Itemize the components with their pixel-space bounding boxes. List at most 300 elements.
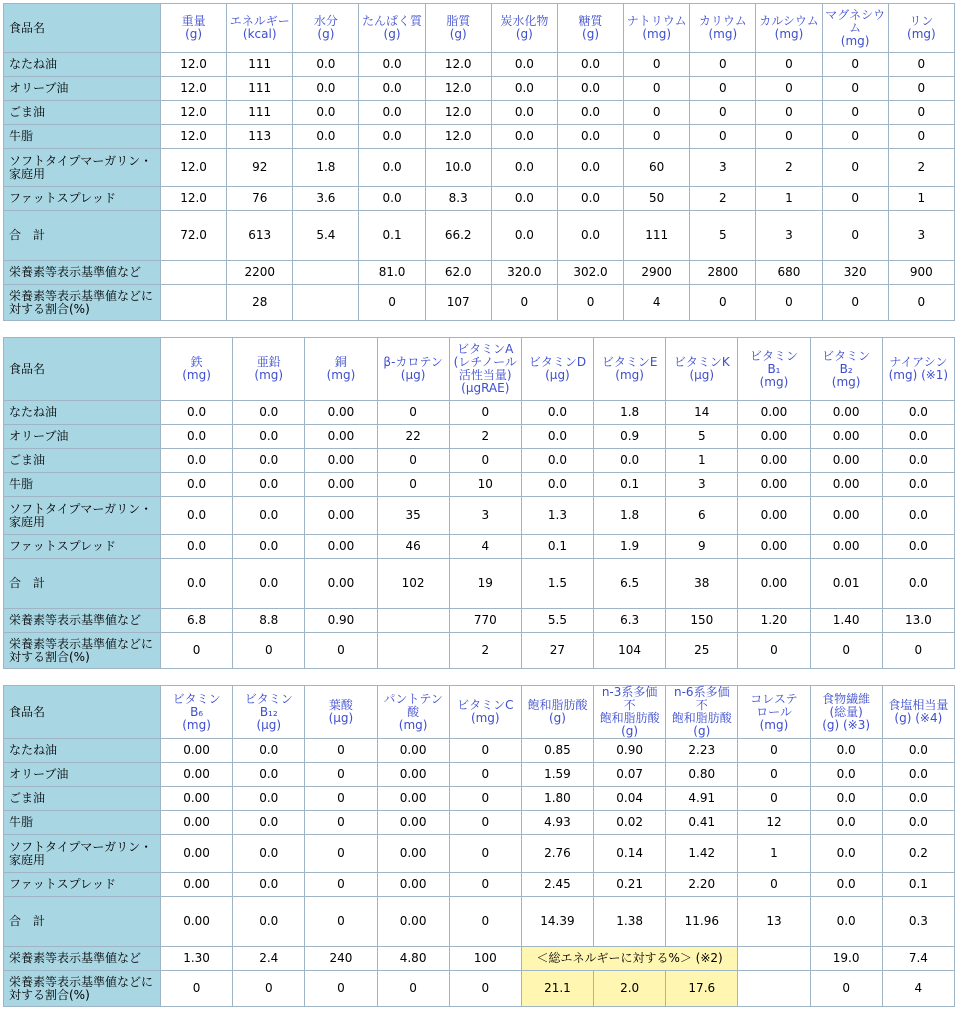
table-cell: 0	[888, 125, 954, 149]
table-cell: 0	[822, 285, 888, 321]
table-cell: 0.00	[305, 497, 377, 535]
table-cell: 0.0	[359, 187, 425, 211]
food-name: ごま油	[4, 449, 161, 473]
table-cell: 0.0	[810, 811, 882, 835]
table-cell: 0.0	[359, 125, 425, 149]
table-cell: 0.00	[810, 497, 882, 535]
table-cell: 0.0	[810, 873, 882, 897]
table-cell: 0.00	[305, 449, 377, 473]
table-cell: 12.0	[161, 101, 227, 125]
table-cell: 0.00	[738, 425, 810, 449]
table-cell: 0	[738, 787, 810, 811]
table-cell: 6.5	[594, 559, 666, 609]
table-cell: 2	[449, 633, 521, 669]
table-cell: 0.0	[161, 449, 233, 473]
col-header: 銅 (mg)	[305, 338, 377, 401]
table-cell: 0	[449, 897, 521, 947]
table-cell: 0.0	[810, 835, 882, 873]
table-row	[4, 125, 955, 149]
table-cell: 100	[449, 947, 521, 971]
table-cell: 72.0	[161, 211, 227, 261]
table-cell: 1.38	[594, 897, 666, 947]
table-cell: 0	[882, 633, 954, 669]
table-cell: 0.0	[521, 473, 593, 497]
food-name: オリーブ油	[4, 77, 161, 101]
table-cell: 0.00	[377, 873, 449, 897]
table-cell: 0.00	[738, 449, 810, 473]
table-cell: 0	[690, 77, 756, 101]
energy-ratio-note: ＜総エネルギーに対する%＞ (※2)	[521, 947, 738, 971]
percentage-row	[4, 971, 955, 1007]
table-cell: 0.0	[491, 149, 557, 187]
table-row	[4, 211, 955, 261]
table-cell: 0.01	[810, 559, 882, 609]
table-cell: 8.3	[425, 187, 491, 211]
table-cell: 0	[756, 125, 822, 149]
table-cell: 13.0	[882, 609, 954, 633]
table-cell: 0	[377, 449, 449, 473]
table-cell: 150	[666, 609, 738, 633]
table-cell: 0.2	[882, 835, 954, 873]
col-header: 脂質 (g)	[425, 4, 491, 53]
table-cell: 0.00	[377, 811, 449, 835]
table-cell: 0.0	[161, 473, 233, 497]
food-name: 栄養素等表示基準値などに対する割合(%)	[4, 285, 161, 321]
table-cell: 0	[359, 285, 425, 321]
table-cell: 3	[449, 497, 521, 535]
table-cell: 0	[449, 401, 521, 425]
table-cell: 113	[227, 125, 293, 149]
table-cell	[293, 285, 359, 321]
table-cell: 0	[822, 187, 888, 211]
table-cell: 0.00	[161, 787, 233, 811]
table-cell: 3.6	[293, 187, 359, 211]
table-cell: 0	[738, 763, 810, 787]
table-cell: 0	[233, 971, 305, 1007]
table-cell: 7.4	[882, 947, 954, 971]
col-header: ビタミン B₂ (mg)	[810, 338, 882, 401]
table-cell	[161, 285, 227, 321]
table-cell: 0.0	[882, 497, 954, 535]
col-header: n-6系多価不 飽和脂肪酸 (g)	[666, 686, 738, 739]
table-cell: 0.0	[233, 787, 305, 811]
table-cell: 1.42	[666, 835, 738, 873]
table-cell: 1.80	[521, 787, 593, 811]
table3-footer	[4, 947, 955, 1007]
food-name: ファットスプレッド	[4, 873, 161, 897]
table-row	[4, 77, 955, 101]
table-cell: 0.00	[161, 873, 233, 897]
table-row	[4, 559, 955, 609]
table-row	[4, 425, 955, 449]
table-cell: 12.0	[425, 53, 491, 77]
table-row	[4, 285, 955, 321]
table-cell: 0.00	[377, 763, 449, 787]
food-name: 栄養素等表示基準値など	[4, 947, 161, 971]
table-cell: 0.00	[810, 425, 882, 449]
table-cell: 2.23	[666, 739, 738, 763]
col-header: ビタミンK (μg)	[666, 338, 738, 401]
table-row	[4, 473, 955, 497]
table-cell: 0.00	[161, 811, 233, 835]
table-cell: 320.0	[491, 261, 557, 285]
table-cell: 0.0	[491, 187, 557, 211]
col-header: 亜鉛 (mg)	[233, 338, 305, 401]
table-cell: 10.0	[425, 149, 491, 187]
table-cell: 0.00	[305, 473, 377, 497]
table-cell: 0.00	[305, 535, 377, 559]
table-cell: 1.30	[161, 947, 233, 971]
table-cell: 0.00	[161, 763, 233, 787]
table-cell: 0.0	[161, 535, 233, 559]
food-name: オリーブ油	[4, 425, 161, 449]
table-cell: 0.0	[521, 401, 593, 425]
table-cell: 0	[888, 53, 954, 77]
table-cell: 0	[305, 835, 377, 873]
table-cell: 107	[425, 285, 491, 321]
table-cell: 0.0	[491, 77, 557, 101]
table-cell: 0.0	[521, 449, 593, 473]
table-cell: 0	[756, 53, 822, 77]
table-cell: 0	[756, 285, 822, 321]
table-cell: 0	[738, 633, 810, 669]
table-cell: 0.14	[594, 835, 666, 873]
table-row	[4, 149, 955, 187]
table-cell	[377, 633, 449, 669]
table-cell: 62.0	[425, 261, 491, 285]
table-cell: 0.02	[594, 811, 666, 835]
table-cell: 0.00	[738, 401, 810, 425]
food-name: 栄養素等表示基準値などに対する割合(%)	[4, 633, 161, 669]
table-cell: 0	[449, 873, 521, 897]
food-name: 栄養素等表示基準値など	[4, 261, 161, 285]
table-cell: 240	[305, 947, 377, 971]
table-cell: 0.0	[557, 125, 623, 149]
table-cell: 22	[377, 425, 449, 449]
table-row	[4, 787, 955, 811]
table-cell: 0.0	[882, 811, 954, 835]
table-cell: 613	[227, 211, 293, 261]
table-cell: 92	[227, 149, 293, 187]
table-cell: 2.4	[233, 947, 305, 971]
table-cell: 4.91	[666, 787, 738, 811]
table-cell: 0.00	[305, 425, 377, 449]
table-cell: 0	[449, 811, 521, 835]
table-cell: 0	[449, 835, 521, 873]
minerals-table	[3, 3, 955, 321]
table-cell: 1	[666, 449, 738, 473]
table-cell: 3	[666, 473, 738, 497]
table-row	[4, 53, 955, 77]
table-cell: 0	[449, 449, 521, 473]
table-cell: 2	[449, 425, 521, 449]
table-cell: 12	[738, 811, 810, 835]
table-cell: 60	[624, 149, 690, 187]
table-cell: 12.0	[161, 53, 227, 77]
table-cell: 0.04	[594, 787, 666, 811]
table-cell-highlight: 17.6	[666, 971, 738, 1007]
col-header: ナイアシン (mg) (※1)	[882, 338, 954, 401]
table-cell: 680	[756, 261, 822, 285]
table-cell: 111	[624, 211, 690, 261]
food-name: 牛脂	[4, 125, 161, 149]
table-cell: 0.0	[233, 739, 305, 763]
table-cell: 0.0	[359, 149, 425, 187]
table-cell: 2	[756, 149, 822, 187]
table-cell	[377, 609, 449, 633]
table-cell: 5.5	[521, 609, 593, 633]
table-cell: 0.21	[594, 873, 666, 897]
table-cell: 0.00	[305, 559, 377, 609]
table-cell: 0.0	[491, 53, 557, 77]
table-cell: 1.5	[521, 559, 593, 609]
table-cell: 3	[888, 211, 954, 261]
table-cell: 102	[377, 559, 449, 609]
table-cell: 0.0	[810, 787, 882, 811]
table-cell: 38	[666, 559, 738, 609]
table-cell: 1	[756, 187, 822, 211]
table-cell: 0	[756, 77, 822, 101]
table-cell: 10	[449, 473, 521, 497]
table-cell: 0	[305, 763, 377, 787]
table-cell: 2200	[227, 261, 293, 285]
table-cell: 0	[624, 53, 690, 77]
table-cell: 4.80	[377, 947, 449, 971]
table-cell: 0.0	[521, 425, 593, 449]
food-name-header: 食品名	[4, 686, 161, 739]
table-cell: 27	[521, 633, 593, 669]
col-header: ビタミン B₁ (mg)	[738, 338, 810, 401]
table-cell: 0.00	[377, 835, 449, 873]
table-row	[4, 763, 955, 787]
table-cell: 0.00	[738, 497, 810, 535]
table-cell: 2.76	[521, 835, 593, 873]
col-header: ビタミンD (μg)	[521, 338, 593, 401]
table-cell: 1.3	[521, 497, 593, 535]
table-cell: 0	[449, 739, 521, 763]
table-cell: 0	[449, 787, 521, 811]
col-header: ビタミンA (レチノール 活性当量) (μgRAE)	[449, 338, 521, 401]
table-cell: 4	[624, 285, 690, 321]
table-cell: 0.00	[161, 739, 233, 763]
table-cell: 1.9	[594, 535, 666, 559]
table-row	[4, 897, 955, 947]
table-cell: 900	[888, 261, 954, 285]
table-cell: 12.0	[425, 77, 491, 101]
table-cell: 0.0	[594, 449, 666, 473]
table-cell: 0	[161, 633, 233, 669]
table-cell: 0.0	[882, 559, 954, 609]
table-cell: 4.93	[521, 811, 593, 835]
table-cell: 0.0	[882, 763, 954, 787]
food-name: 合 計	[4, 897, 161, 947]
table-cell: 0.00	[810, 535, 882, 559]
table-cell: 0	[690, 53, 756, 77]
table-row	[4, 873, 955, 897]
table-row	[4, 609, 955, 633]
table-cell: 0.00	[377, 897, 449, 947]
table-cell: 770	[449, 609, 521, 633]
table-cell: 302.0	[557, 261, 623, 285]
table-cell: 76	[227, 187, 293, 211]
food-name: ごま油	[4, 787, 161, 811]
table-cell: 0	[888, 101, 954, 125]
food-name: なたね油	[4, 53, 161, 77]
table-cell: 1	[888, 187, 954, 211]
table-cell: 13	[738, 897, 810, 947]
table-cell: 0.41	[666, 811, 738, 835]
table-cell: 9	[666, 535, 738, 559]
table-cell: 0.9	[594, 425, 666, 449]
table-cell: 0.00	[161, 897, 233, 947]
food-name-header: 食品名	[4, 4, 161, 53]
food-name: ソフトタイプマーガリン・家庭用	[4, 149, 161, 187]
col-header: エネルギー (kcal)	[227, 4, 293, 53]
table-row	[4, 497, 955, 535]
table-cell: 0.0	[233, 835, 305, 873]
table-cell: 14	[666, 401, 738, 425]
table-cell: 66.2	[425, 211, 491, 261]
table-cell: 0	[305, 873, 377, 897]
table-cell: 46	[377, 535, 449, 559]
table-cell: 0	[810, 971, 882, 1007]
table-cell-highlight: 2.0	[594, 971, 666, 1007]
table-cell: 1.59	[521, 763, 593, 787]
table-cell: 0	[690, 285, 756, 321]
table-cell: 0	[305, 971, 377, 1007]
table-cell: 81.0	[359, 261, 425, 285]
table-cell: 0.85	[521, 739, 593, 763]
table-cell: 1.20	[738, 609, 810, 633]
table-row	[4, 401, 955, 425]
table-cell: 12.0	[161, 149, 227, 187]
table-cell: 0	[738, 739, 810, 763]
food-name: なたね油	[4, 401, 161, 425]
table-cell: 12.0	[161, 125, 227, 149]
table-cell: 3	[756, 211, 822, 261]
table-cell: 0.00	[377, 739, 449, 763]
table-row	[4, 535, 955, 559]
col-header: ビタミン B₁₂ (μg)	[233, 686, 305, 739]
table-cell: 0	[822, 53, 888, 77]
table-cell: 0	[888, 285, 954, 321]
table-cell: 3	[690, 149, 756, 187]
table-cell: 2.20	[666, 873, 738, 897]
food-name: 栄養素等表示基準値など	[4, 609, 161, 633]
table-cell: 0.07	[594, 763, 666, 787]
table-cell: 0.0	[293, 125, 359, 149]
food-name: ファットスプレッド	[4, 535, 161, 559]
table-cell: 0	[449, 971, 521, 1007]
table-cell: 28	[227, 285, 293, 321]
table-cell: 0.0	[491, 211, 557, 261]
table-cell: 0.0	[233, 473, 305, 497]
table-cell: 12.0	[161, 187, 227, 211]
table-cell	[293, 261, 359, 285]
table-cell: 1.40	[810, 609, 882, 633]
table-cell: 0	[624, 125, 690, 149]
food-name: ソフトタイプマーガリン・家庭用	[4, 835, 161, 873]
table-cell: 0	[161, 971, 233, 1007]
col-header: 炭水化物 (g)	[491, 4, 557, 53]
col-header: ビタミンE (mg)	[594, 338, 666, 401]
table-row	[4, 449, 955, 473]
table-cell: 0.0	[557, 149, 623, 187]
food-name: ソフトタイプマーガリン・家庭用	[4, 497, 161, 535]
table-cell: 1	[738, 835, 810, 873]
table-cell: 111	[227, 53, 293, 77]
table-cell: 12.0	[425, 125, 491, 149]
table-cell: 0	[377, 401, 449, 425]
col-header: たんぱく質 (g)	[359, 4, 425, 53]
table-cell: 12.0	[425, 101, 491, 125]
table-cell: 50	[624, 187, 690, 211]
table-cell: 2900	[624, 261, 690, 285]
table-cell: 0.0	[233, 873, 305, 897]
table-cell: 0.0	[161, 497, 233, 535]
table-cell: 0	[756, 101, 822, 125]
food-name: 牛脂	[4, 811, 161, 835]
table-cell: 0.0	[557, 211, 623, 261]
table-cell: 2	[888, 149, 954, 187]
col-header: 鉄 (mg)	[161, 338, 233, 401]
table-cell: 0.0	[233, 497, 305, 535]
table-cell: 0.0	[557, 53, 623, 77]
table-cell: 0.0	[233, 425, 305, 449]
table-cell: 2	[690, 187, 756, 211]
table-cell: 0.00	[305, 401, 377, 425]
table-cell: 0.1	[594, 473, 666, 497]
table-cell: 5	[666, 425, 738, 449]
table-cell: 2.45	[521, 873, 593, 897]
table-cell: 1.8	[594, 497, 666, 535]
table-cell: 104	[594, 633, 666, 669]
col-header: 糖質 (g)	[557, 4, 623, 53]
table2-body	[4, 401, 955, 669]
table-cell: 0.90	[594, 739, 666, 763]
table-cell: 0.0	[882, 401, 954, 425]
food-name: ファットスプレッド	[4, 187, 161, 211]
table3-body	[4, 739, 955, 947]
table-row	[4, 835, 955, 873]
table-cell: 0.0	[810, 897, 882, 947]
table-cell: 0.3	[882, 897, 954, 947]
table-row	[4, 739, 955, 763]
table-cell: 0	[233, 633, 305, 669]
table-cell: 0	[305, 739, 377, 763]
table-cell: 0	[624, 101, 690, 125]
table-cell: 0.00	[377, 787, 449, 811]
table-cell: 0.0	[359, 101, 425, 125]
table-cell: 0.1	[521, 535, 593, 559]
col-header: 食物繊維 (総量) (g) (※3)	[810, 686, 882, 739]
table-cell: 0.0	[293, 101, 359, 125]
table-cell: 0	[822, 125, 888, 149]
food-name: 合 計	[4, 559, 161, 609]
table-cell: 0.00	[738, 535, 810, 559]
food-name: 栄養素等表示基準値などに対する割合(%)	[4, 971, 161, 1007]
table-cell: 11.96	[666, 897, 738, 947]
table-cell: 0.0	[491, 125, 557, 149]
table-cell: 0.0	[810, 763, 882, 787]
table-cell: 35	[377, 497, 449, 535]
table-cell: 0	[305, 897, 377, 947]
table-row	[4, 261, 955, 285]
col-header: 葉酸 (μg)	[305, 686, 377, 739]
table-cell: 0.0	[882, 535, 954, 559]
col-header: カルシウム (mg)	[756, 4, 822, 53]
table-cell: 0.0	[233, 449, 305, 473]
